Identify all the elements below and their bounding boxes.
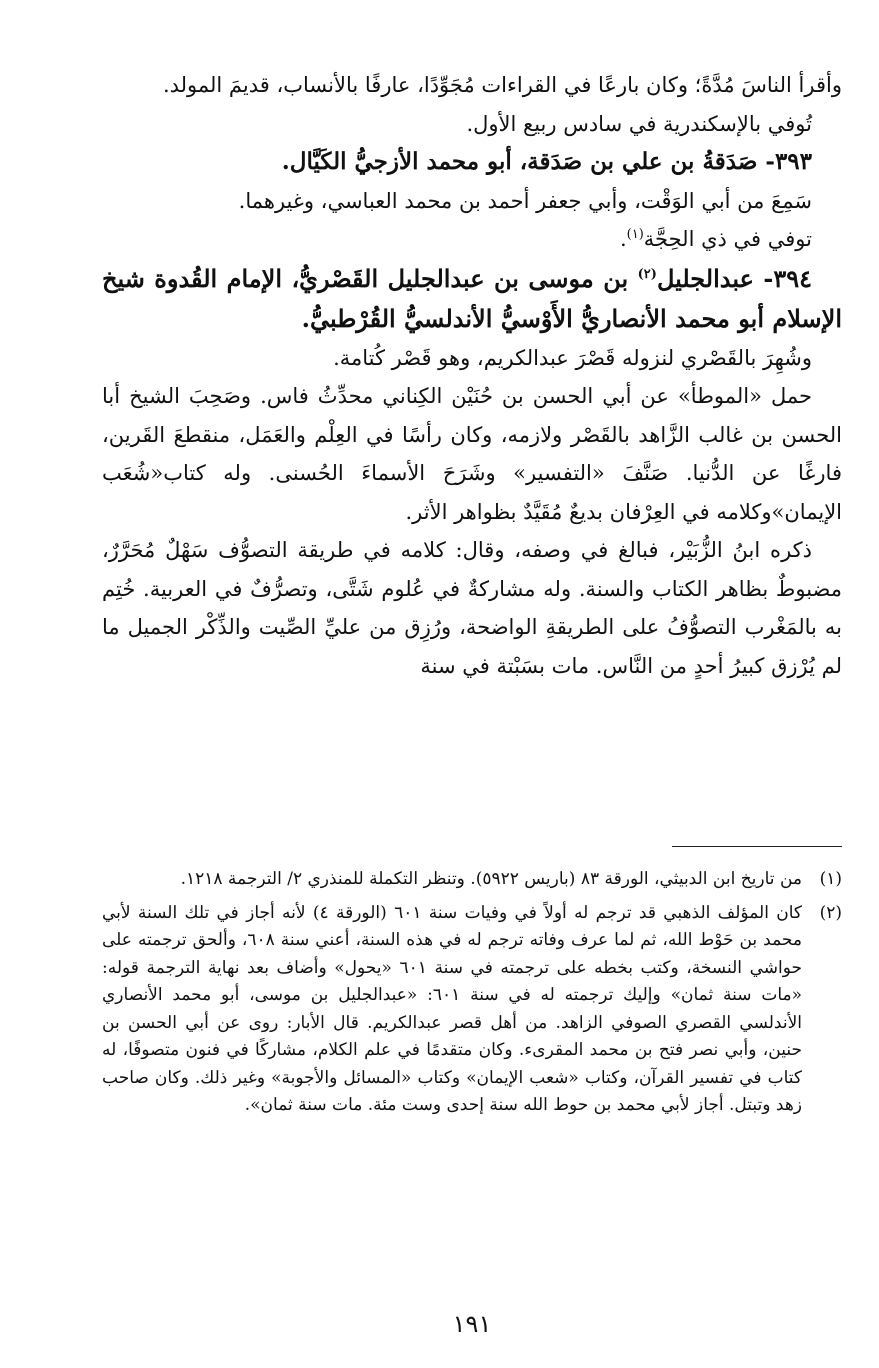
footnote-number: (١) <box>819 869 842 889</box>
entry-394-heading-name: ٣٩٤- عبدالجليل <box>656 263 813 293</box>
footnote-divider <box>672 846 842 847</box>
main-text <box>102 66 842 685</box>
page-number: ١٩١ <box>452 1310 492 1338</box>
entry-394-paragraph: حمل «الموطأ» عن أبي الحسن بن حُنَيْن الكِناني محدِّثُ فاس. وصَحِبَ الشيخ أبا الحسن بن غالب الزَّاهد بالقَصْر ولازمه، وكان رأسًا في العِلْم والعَمَل، منقطعَ القَرين، فارغًا عن الدُّنيا. صَنَّفَ «التفسير» وشَرَحَ الأسماءَ الحُسنى. وله كتاب«شُعَب الإيمان»وكلامه في العِرْفان بديعٌ مُقَيَّدٌ بظواهر الأثر. <box>102 384 842 524</box>
entry-394-paragraph: وشُهِرَ بالقَصْري لنزوله قَصْرَ عبدالكريم، وهو قَصْر كُتامة. <box>333 345 812 370</box>
paragraph-death-note: تُوفي بالإسكندرية في سادس ربيع الأول. <box>466 111 812 136</box>
book-page <box>102 66 842 1346</box>
footnotes <box>102 866 842 1126</box>
paragraph-opening: وأقرأ الناسَ مُدَّةً؛ وكان بارعًا في القراءات مُجَوِّدًا، عارفًا بالأنساب، قديمَ المولد. <box>162 73 842 97</box>
footnote-text: كان المؤلف الذهبي قد ترجم له أولاً في وفيات سنة ٦٠١ (الورقة ٤) لأنه أجاز في تلك السنة لأبي محمد بن حَوْط الله، ثم لما عرف وفاته ترجم له في هذه السنة، أعني سنة ٦٠٨، وألحق ترجمته على حواشي النسخة، وكتب بخطه على ترجمته في سنة ٦٠١ «يحول» وأضاف بعد نهاية الترجمة قوله: «مات سنة ثمان» وإليك ترجمته له في سنة ٦٠١: «عبدالجليل بن موسى، أبو محمد الأنصاري الأندلسي القصري الصوفي الزاهد. من أهل قصر عبدالكريم. قال الأبار: روى عن أبي الحسن بن حنين، وأبي نصر فتح بن محمد المقرىء. وكان متقدمًا في علم الكلام، مشاركًا في فنون متصوفًا، له كتاب في تفسير القرآن، وكتاب «شعب الإيمان» وكتاب «المسائل والأجوبة» وغير ذلك. وكان صاحب زهد وتبتل. أجاز لأبي محمد بن حوط الله سنة إحدى وست مئة. مات سنة ثمان». <box>102 902 803 1115</box>
entry-393-death-end: . <box>619 227 627 251</box>
entry-394-heading-rest: بن موسى بن عبدالجليل القَصْريُّ، الإمام القُدوة شيخ الإسلام أبو محمد الأنصاريُّ الأَوْسيُّ الأندلسيُّ القُرْطبيُّ. <box>102 263 842 333</box>
entry-393-death-text: توفي في ذي الحِجَّة <box>643 227 812 251</box>
entry-394-heading <box>102 259 842 339</box>
entry-393-death <box>102 220 842 259</box>
entry-393-heading: ٣٩٣- صَدَقةُ بن علي بن صَدَقة، أبو محمد الأزجيُّ الكَيَّال. <box>281 148 812 175</box>
footnote-number: (٢) <box>819 902 842 923</box>
footnote-2 <box>102 900 842 1120</box>
footnote-1 <box>102 866 842 894</box>
entry-394-paragraph: ذكره ابنُ الزُّبَيْر، فبالغ في وصفه، وقال: كلامه في طريقة التصوُّف سَهْلٌ مُحَرَّرٌ، مضبوطٌ بظاهر الكتاب والسنة. وله مشاركةٌ في عُلوم شَتَّى، وتصرُّفٌ في العربية. خُتِم به بالمَغْرب التصوُّفُ على الطريقةِ الواضحة، ورُزِق من عليِّ الصِّيت والذِّكْر الجميل ما لم يُرْزق كبيرُ أحدٍ من النَّاس. مات بسَبْتة في سنة <box>102 538 842 678</box>
footnote-text: من تاريخ ابن الدبيثي، الورقة ٨٣ (باريس ٥٩٢٢). وتنظر التكملة للمنذري ٢/ الترجمة ١٢١٨. <box>180 869 802 889</box>
footnote-ref-2[interactable]: (٢) <box>637 266 657 282</box>
entry-393-paragraph: سَمِعَ من أبي الوَقْت، وأبي جعفر أحمد بن محمد العباسي، وغيرهما. <box>238 188 812 213</box>
footnote-ref-1[interactable]: (١) <box>626 227 644 242</box>
